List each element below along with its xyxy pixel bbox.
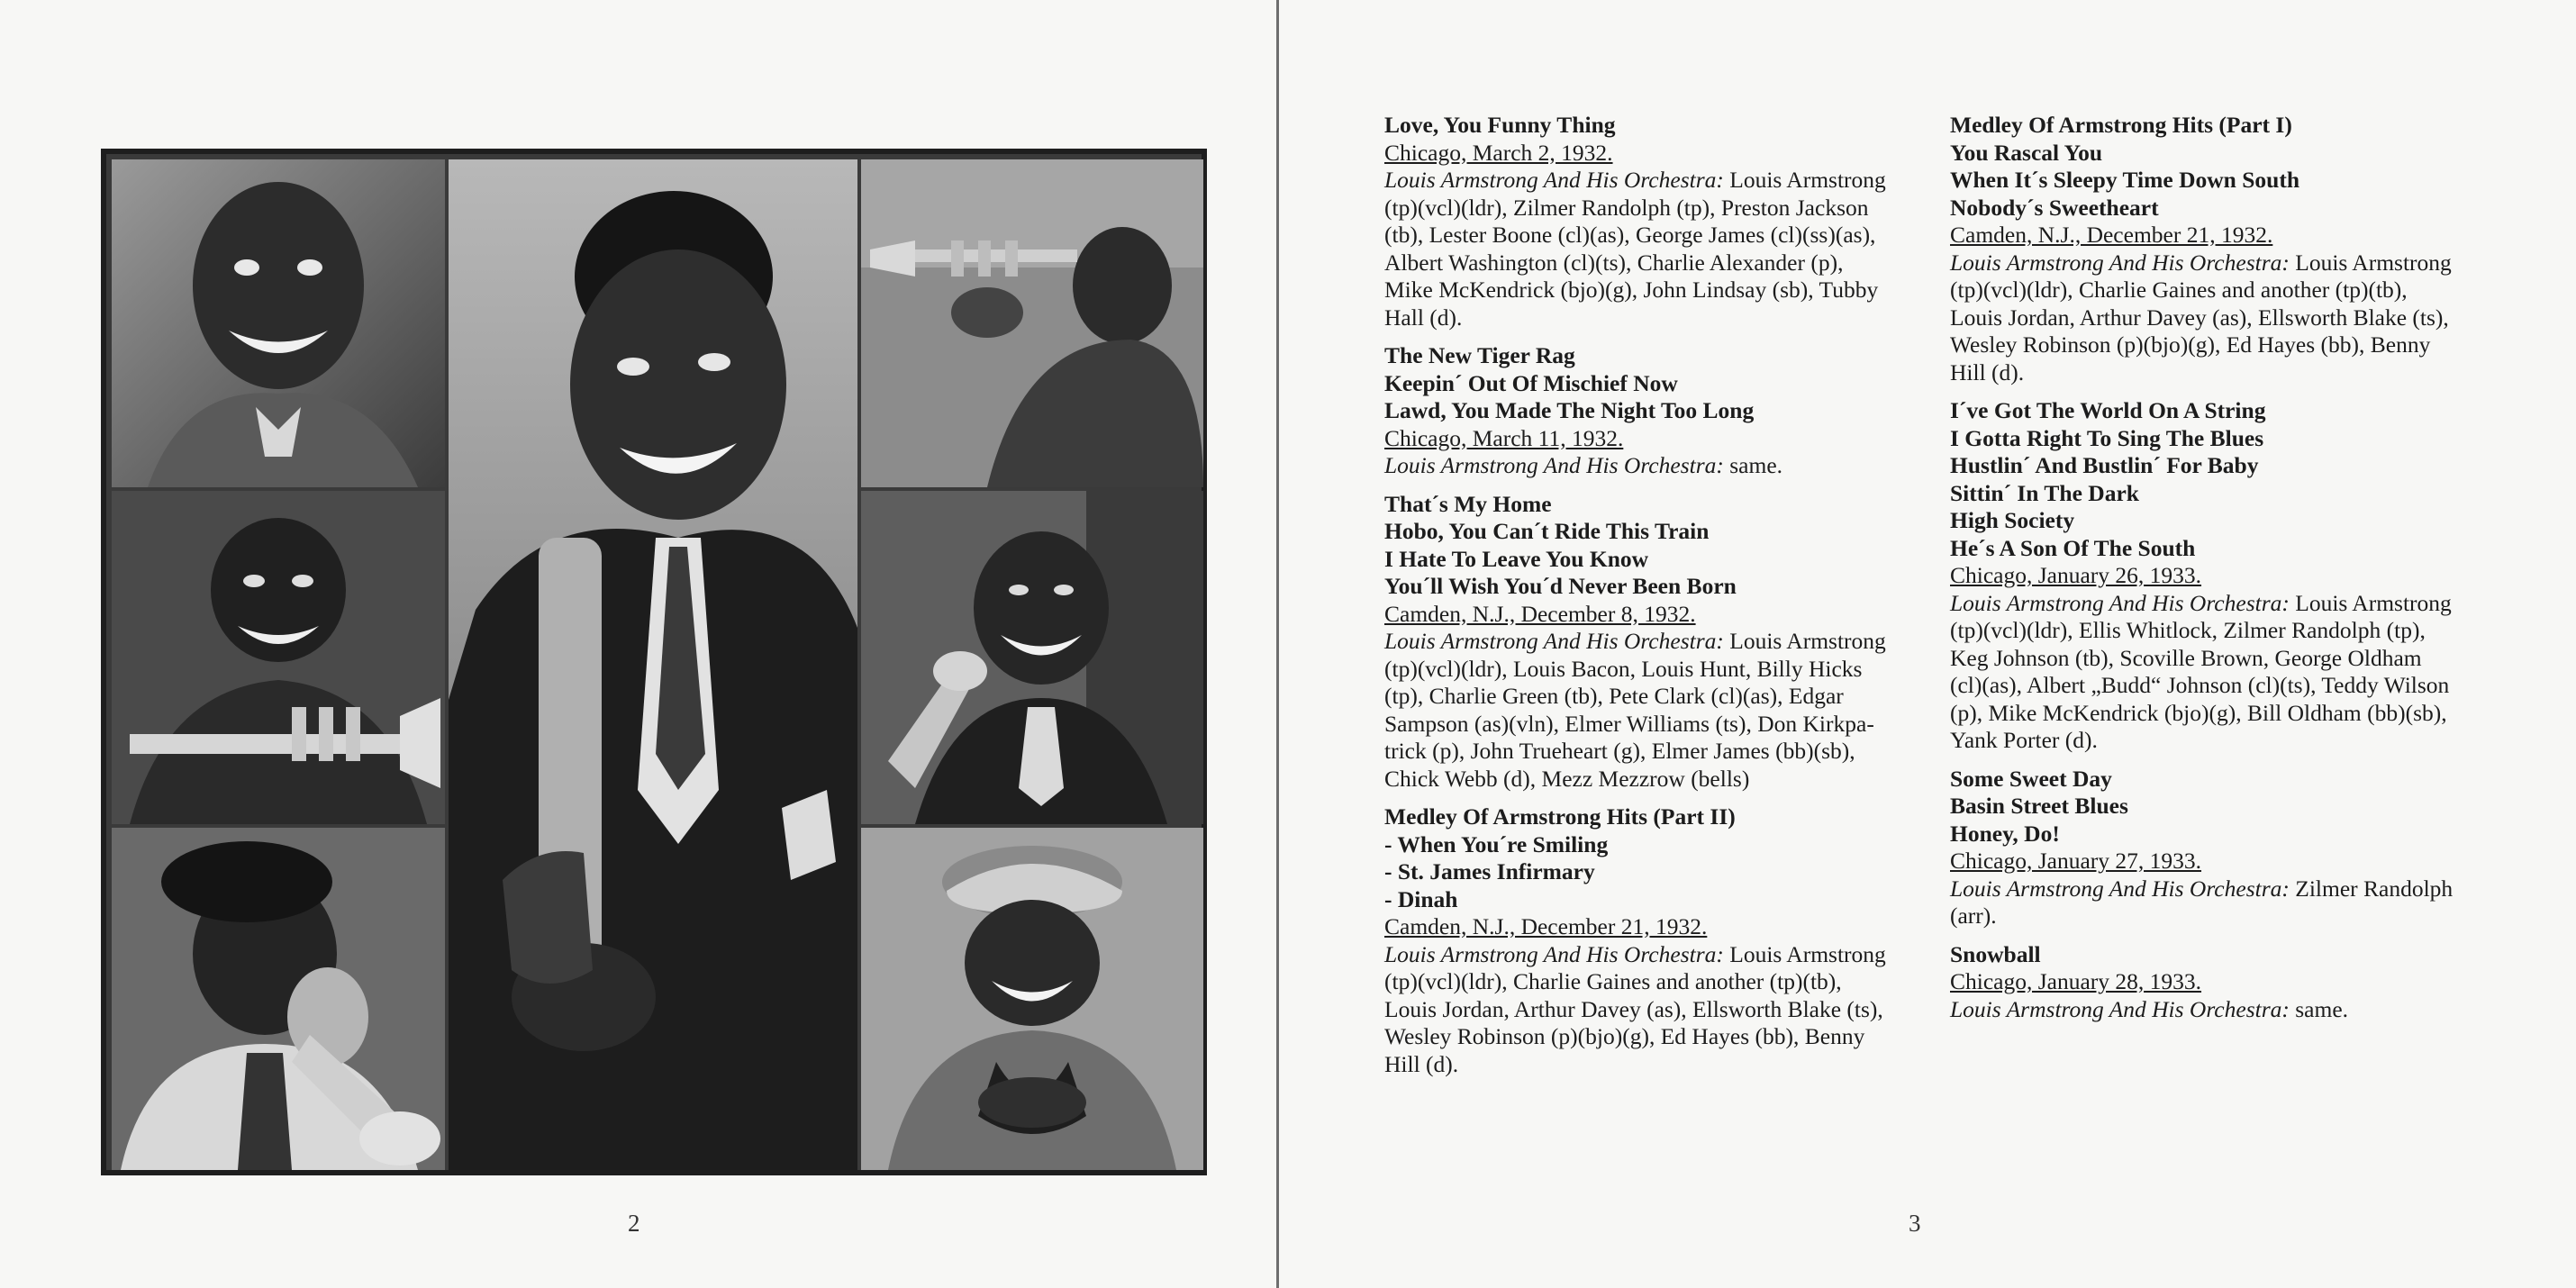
- track-title: Honey, Do!: [1950, 820, 2060, 847]
- track-title: That´s My Home: [1384, 490, 1552, 517]
- photo-louis-armstrong-smiling-portrait: [112, 159, 445, 487]
- session-entry: [1384, 342, 1889, 480]
- band-name: Louis Armstrong And His Orchestra:: [1950, 249, 2290, 276]
- personnel-list: Louis Armstrong (tp)(vcl)(ldr), Charlie Gaines and another (tp)(tb), Louis Jordan, Arthur Davey (as), Ellsworth Blake (ts), Wesley Robinson (p)(bjo)(g), Ed Hayes (bb), Benny Hill (d).: [1950, 249, 2452, 385]
- session-place-date: Chicago, March 11, 1932.: [1384, 424, 1624, 451]
- track-title: You Rascal You: [1950, 139, 2103, 166]
- personnel-block: [1950, 590, 2454, 755]
- photo-louis-armstrong-laughing-with-trumpet: [861, 491, 1203, 824]
- photo-louis-armstrong-young-portrait-with-trumpet: [449, 159, 857, 1170]
- personnel-block: [1950, 875, 2454, 930]
- photo-louis-armstrong-in-cap: [861, 828, 1203, 1170]
- personnel-list: Louis Armstrong (tp)(vcl)(ldr), Zilmer Randolph (tp), Preston Jackson (tb), Lester Boone (cl)(as), George James (cl)(ss)(as), Albert Washington (cl)(ts), Charlie Alexander (p), Mike McKendrick (bjo)(g), John Lindsay (sb), Tubby Hall (d).: [1384, 167, 1886, 331]
- track-title: When It´s Sleepy Time Down South: [1950, 167, 2300, 193]
- personnel-block: [1384, 941, 1889, 1079]
- track-title: Basin Street Blues: [1950, 793, 2128, 819]
- left-page: [0, 0, 1277, 1288]
- track-title: - St. James Infirmary: [1384, 858, 1595, 884]
- personnel-block: [1384, 167, 1889, 331]
- right-page: [1279, 0, 2576, 1288]
- session-place-date: Chicago, January 27, 1933.: [1950, 848, 2202, 874]
- track-title: - When You´re Smiling: [1384, 830, 1609, 857]
- session-place-date: Chicago, January 28, 1933.: [1950, 968, 2202, 994]
- track-title: High Society: [1950, 507, 2075, 533]
- personnel-list: Louis Armstrong (tp)(vcl)(ldr), Louis Bacon, Louis Hunt, Billy Hicks (tp), Charlie Green (tb), Pete Clark (cl)(as), Edgar Sampson (as)(vln), Elmer Williams (ts), Don Kirkpa-trick (p), John Trueheart (g), Elmer James (bb)(sb), Chick Webb (d), Mezz Mezzrow (bells): [1384, 628, 1886, 792]
- band-name: Louis Armstrong And His Orchestra:: [1384, 167, 1724, 193]
- photo-louis-armstrong-blowing-trumpet: [112, 828, 445, 1170]
- track-title: Nobody´s Sweetheart: [1950, 194, 2159, 221]
- photo-louis-armstrong-playing-trumpet: [861, 159, 1203, 487]
- band-name: Louis Armstrong And His Orchestra:: [1950, 875, 2290, 902]
- session-place-date: Camden, N.J., December 21, 1932.: [1950, 222, 2273, 248]
- session-place-date: Chicago, January 26, 1933.: [1950, 562, 2202, 588]
- photo-collage: [101, 149, 1207, 1175]
- personnel-block: [1950, 996, 2454, 1024]
- session-place-date: Chicago, March 2, 1932.: [1384, 139, 1613, 166]
- session-entry: [1950, 397, 2454, 755]
- track-title: I Hate To Leave You Know: [1384, 545, 1649, 572]
- personnel-list: Louis Armstrong (tp)(vcl)(ldr), Charlie Gaines and another (tp)(tb), Louis Jordan, Arthur Davey (as), Ellsworth Blake (ts), Wesley Robinson (p)(bjo)(g), Ed Hayes (bb), Benny Hill (d).: [1384, 940, 1886, 1077]
- track-title: The New Tiger Rag: [1384, 342, 1575, 368]
- track-title: You´ll Wish You´d Never Been Born: [1384, 573, 1737, 599]
- band-name: Louis Armstrong And His Orchestra:: [1384, 628, 1724, 654]
- session-entry: [1950, 112, 2454, 386]
- track-list-column-1: [1384, 112, 1889, 1089]
- personnel-block: [1384, 452, 1889, 480]
- track-title: He´s A Son Of The South: [1950, 534, 2196, 561]
- track-title: Hustlin´ And Bustlin´ For Baby: [1950, 452, 2259, 478]
- session-entry: [1950, 941, 2454, 1024]
- track-title: Keepin´ Out Of Mischief Now: [1384, 369, 1678, 396]
- band-name: Louis Armstrong And His Orchestra:: [1384, 452, 1724, 478]
- session-entry: [1950, 766, 2454, 930]
- session-entry: [1384, 491, 1889, 794]
- track-title: I´ve Got The World On A String: [1950, 397, 2266, 423]
- track-title: I Gotta Right To Sing The Blues: [1950, 424, 2264, 451]
- personnel-list: same.: [1729, 452, 1783, 478]
- personnel-list: Louis Armstrong (tp)(vcl)(ldr), Ellis Whitlock, Zilmer Randolph (tp), Keg Johnson (tb), Scoville Brown, George Oldham (cl)(as), Albert „Budd“ Johnson (cl)(ts), Teddy Wilson (p), Mike McKendrick (bjo)(g), Bill Oldham (bb)(sb), Yank Porter (d).: [1950, 589, 2452, 753]
- session-place-date: Camden, N.J., December 8, 1932.: [1384, 600, 1696, 627]
- track-title: Lawd, You Made The Night Too Long: [1384, 397, 1755, 423]
- track-title: Some Sweet Day: [1950, 765, 2112, 792]
- session-entry: [1384, 803, 1889, 1078]
- track-title: Hobo, You Can´t Ride This Train: [1384, 518, 1710, 544]
- track-title: Snowball: [1950, 940, 2041, 967]
- personnel-block: [1950, 249, 2454, 387]
- page-number-left: 2: [628, 1210, 640, 1237]
- track-title: Medley Of Armstrong Hits (Part II): [1384, 803, 1736, 830]
- personnel-block: [1384, 628, 1889, 793]
- band-name: Louis Armstrong And His Orchestra:: [1384, 940, 1724, 967]
- session-place-date: Camden, N.J., December 21, 1932.: [1384, 913, 1708, 939]
- track-list-column-2: [1950, 112, 2454, 1034]
- band-name: Louis Armstrong And His Orchestra:: [1950, 589, 2290, 616]
- page-number-right: 3: [1909, 1210, 1921, 1237]
- track-title: Love, You Funny Thing: [1384, 112, 1616, 138]
- track-title: Medley Of Armstrong Hits (Part I): [1950, 112, 2292, 138]
- photo-louis-armstrong-holding-trumpet: [112, 491, 445, 824]
- track-title: Sittin´ In The Dark: [1950, 479, 2139, 506]
- personnel-list: Zilmer Randolph (arr).: [1950, 875, 2454, 929]
- session-entry: [1384, 112, 1889, 331]
- band-name: Louis Armstrong And His Orchestra:: [1950, 995, 2290, 1022]
- personnel-list: same.: [2295, 995, 2349, 1022]
- track-title: - Dinah: [1384, 885, 1458, 912]
